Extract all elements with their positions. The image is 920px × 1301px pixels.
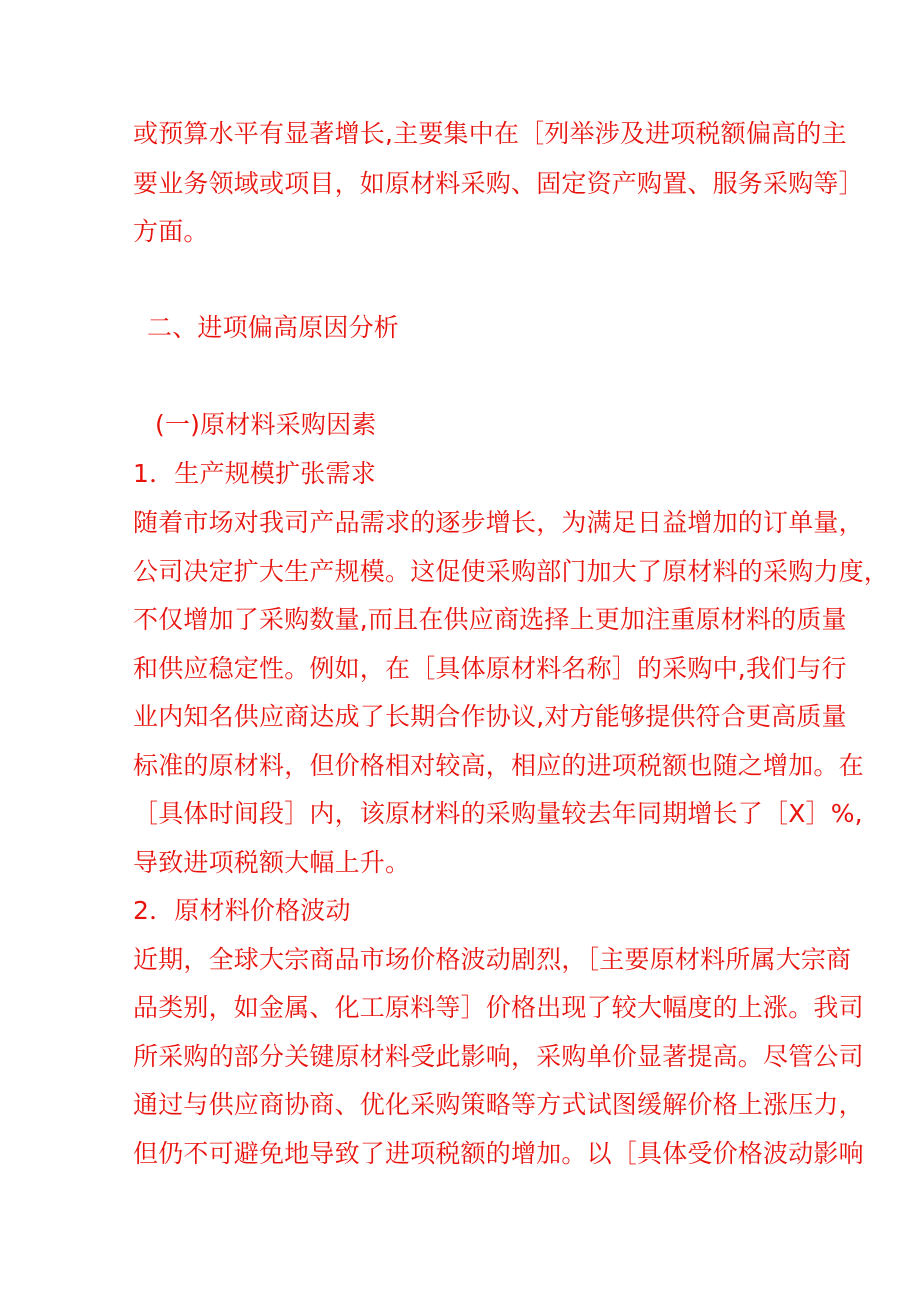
item1-title: 1．生产规模扩张需求 [133, 459, 376, 488]
item1-line-1: 随着市场对我司产品需求的逐步增长，为满足日益增加的订单量， [133, 508, 864, 537]
intro-line-2: 要业务领域或项目，如原材料采购、固定资产购置、服务采购等］ [133, 169, 864, 198]
item1-line-2: 公司决定扩大生产规模。这促使采购部门加大了原材料的采购力度， [133, 557, 890, 586]
item1-line-7: ［具体时间段］内，该原材料的采购量较去年同期增长了［X］%, [133, 799, 863, 828]
section-heading: 二、进项偏高原因分析 [147, 313, 400, 342]
item2-line-4: 通过与供应商协商、优化采购策略等方式试图缓解价格上涨压力， [133, 1090, 864, 1119]
item2-line-2: 品类别，如金属、化工原料等］价格出现了较大幅度的上涨。我司 [133, 993, 864, 1022]
item1-line-8: 导致进项税额大幅上升。 [133, 848, 411, 877]
item2-title: 2．原材料价格波动 [133, 896, 351, 925]
item2-line-3: 所采购的部分关键原材料受此影响，采购单价显著提高。尽管公司 [133, 1042, 864, 1071]
item1-line-5: 业内知名供应商达成了长期合作协议,对方能够提供符合更高质量 [133, 702, 847, 731]
item1-line-3: 不仅增加了采购数量,而且在供应商选择上更加注重原材料的质量 [133, 605, 847, 634]
item2-line-5: 但仍不可避免地导致了进项税额的增加。以［具体受价格波动影响 [133, 1139, 864, 1168]
item2-line-1: 近期，全球大宗商品市场价格波动剧烈，［主要原材料所属大宗商 [133, 945, 852, 974]
intro-line-3: 方面。 [133, 217, 209, 246]
item1-line-4: 和供应稳定性。例如，在［具体原材料名称］的采购中,我们与行 [133, 654, 847, 683]
subsection-heading: (一)原材料采购因素 [155, 410, 377, 439]
intro-line-1: 或预算水平有显著增长,主要集中在［列举涉及进项税额偏高的主 [133, 119, 847, 148]
item1-line-6: 标准的原材料，但价格相对较高，相应的进项税额也随之增加。在 [133, 751, 864, 780]
